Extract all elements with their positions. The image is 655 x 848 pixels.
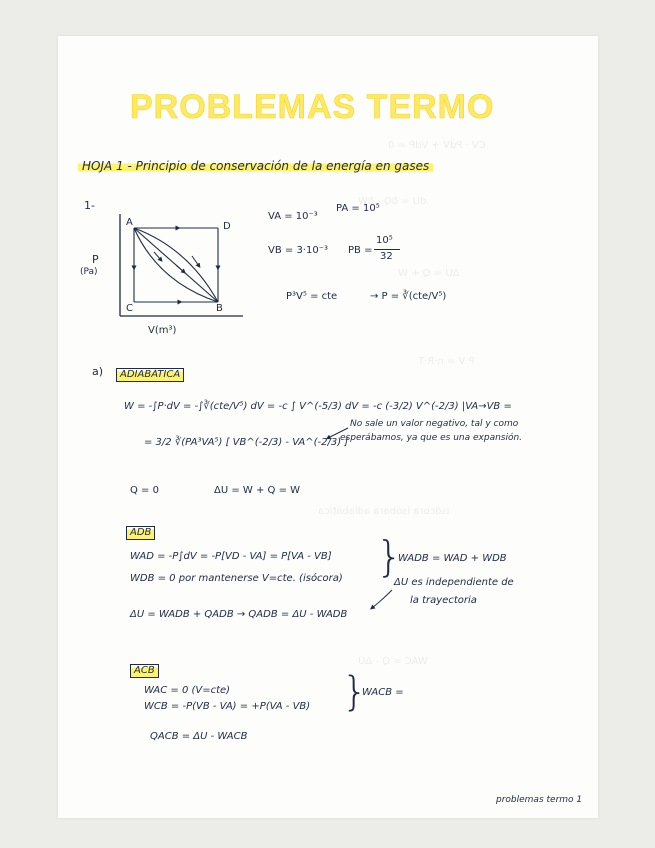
point-a-label: A bbox=[126, 217, 133, 228]
adb-work-db: WDB = 0 por mantenerse V=cte. (isócora) bbox=[130, 573, 343, 584]
given-pb-denominator: 32 bbox=[380, 251, 393, 262]
section-subtitle: HOJA 1 - Principio de conservación de la energía en gases bbox=[78, 160, 433, 172]
page-title: PROBLEMAS TERMO bbox=[130, 88, 495, 126]
pv-diagram bbox=[58, 36, 258, 216]
acb-work-ac: WAC = 0 (V=cte) bbox=[144, 685, 231, 696]
x-axis-label: V(m³) bbox=[148, 325, 177, 336]
point-c-label: C bbox=[126, 303, 133, 314]
adb-heading: ADB bbox=[126, 526, 155, 540]
adb-note-arrow bbox=[370, 588, 410, 612]
page-footer: problemas termo 1 bbox=[496, 795, 583, 805]
adiabatic-heat: Q = 0 bbox=[130, 485, 159, 496]
given-pb-numerator: 10⁵ bbox=[376, 235, 393, 246]
adiabatic-work-equation: W = -∫P·dV = -∫∛(cte/V⁵) dV = -c ∫ V^(-5/3) dV = -c (-3/2) V^(-2/3) |VA→VB = bbox=[124, 401, 512, 412]
given-pa: PA = 10⁵ bbox=[336, 203, 380, 214]
problem-number: 1- bbox=[84, 199, 95, 212]
y-axis-unit: (Pa) bbox=[80, 267, 98, 277]
adiabatic-energy: ΔU = W + Q = W bbox=[214, 485, 301, 496]
adiabatic-note-line-2: esperábamos, ya que es una expansión. bbox=[340, 433, 523, 443]
adb-note-line-1: ΔU es independiente de bbox=[394, 577, 514, 588]
adb-work-ad: WAD = -P∫dV = -P[VD - VA] = P[VA - VB] bbox=[130, 551, 332, 562]
adb-energy-balance: ΔU = WADB + QADB → QADB = ΔU - WADB bbox=[130, 609, 348, 620]
adiabatic-note-line-1: No sale un valor negativo, tal y como bbox=[350, 419, 519, 429]
point-b-label: B bbox=[216, 303, 223, 314]
part-a-label: a) bbox=[92, 365, 104, 378]
acb-energy-balance: QACB = ΔU - WACB bbox=[150, 731, 248, 742]
adb-total-work: WADB = WAD + WDB bbox=[398, 553, 507, 564]
y-axis-label: P bbox=[92, 253, 99, 266]
adiabatic-work-result: = 3/2 ∛(PA³VA⁵) [ VB^(-2/3) - VA^(-2/3) ] bbox=[144, 437, 349, 448]
acb-brace: } bbox=[342, 669, 368, 715]
state-relation: P³V⁵ = cte bbox=[286, 291, 338, 302]
point-d-label: D bbox=[223, 221, 231, 232]
notebook-page: CV · PdV + VdP = 0 dU = δQ - δW ΔU = Q + W P·V = n·R·T isócora isóbara adiabática WAC = Q - ΔU PROBLEMAS TERMO HOJA 1 - Principio de conservación de la energía en gases 1- A D C B P (Pa) V(m³) VA = 10⁻³ PA = 10⁵ VB = 3·10⁻³ PB = 10⁵ 32 P³V⁵ = cte → P = ∛(cte/V⁵) a) ADIABÁTICA W = -∫P·dV = -∫∛(cte/V⁵) dV = -c ∫ V^(-5/3) dV = -c (-3/2) V^(-2/3) |VA→VB = = 3/2 ∛(PA³VA⁵) [ VB^(-2/3) - VA^(-2/3) ] No sale un valor negativo, tal y como esperábamos, ya que es una expansión. Q = 0 ΔU = W + Q = W ADB WAD = -P∫dV = -P[VD - VA] = P[VA - VB] WDB = 0 por mantenerse V=cte. (isócora) } WADB = WAD + WDB ΔU = WADB + QADB → QADB = ΔU - WADB ΔU es independiente de la trayectoria ACB WAC = 0 (V=cte) WCB = -P(VB - VA) = +P(VA - VB) } WACB = QACB = ΔU - WACB problemas termo 1 bbox=[58, 36, 598, 818]
given-vb: VB = 3·10⁻³ bbox=[268, 245, 328, 256]
acb-heading: ACB bbox=[130, 664, 159, 678]
adb-note-line-2: la trayectoria bbox=[410, 595, 477, 606]
pressure-expression: → P = ∛(cte/V⁵) bbox=[370, 291, 447, 302]
given-va: VA = 10⁻³ bbox=[268, 211, 318, 222]
given-pb-label: PB = bbox=[348, 245, 373, 256]
adb-brace: } bbox=[376, 532, 403, 581]
acb-work-cb: WCB = -P(VB - VA) = +P(VA - VB) bbox=[144, 701, 311, 712]
adiabatic-heading: ADIABÁTICA bbox=[116, 368, 184, 382]
fraction-bar bbox=[374, 249, 400, 250]
acb-total-work: WACB = bbox=[362, 687, 404, 698]
